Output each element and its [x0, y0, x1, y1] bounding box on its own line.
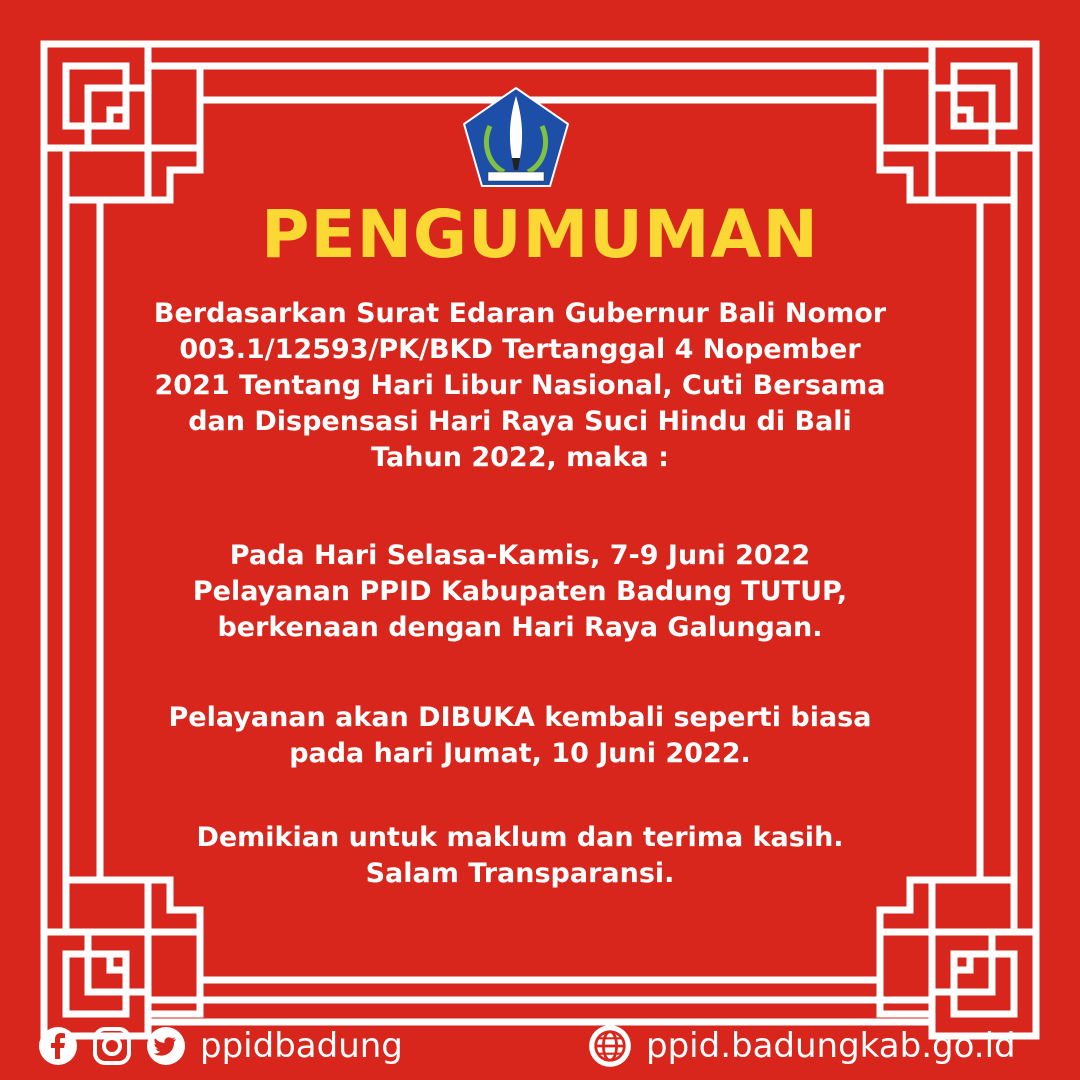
instagram-icon[interactable] — [92, 1026, 132, 1066]
text-line: Tahun 2022, maka : — [371, 442, 669, 473]
paragraph-circular-reference — [100, 296, 940, 476]
text-line: Salam Transparansi. — [365, 858, 675, 889]
text-line: 2021 Tentang Hari Libur Nasional, Cuti Bersama — [154, 370, 886, 401]
social-footer — [38, 1020, 403, 1072]
text-line: Pelayanan PPID Kabupaten Badung TUTUP, — [192, 576, 848, 607]
text-line: dan Dispensasi Hari Raya Suci Hindu di Bali — [188, 406, 852, 437]
paragraph-closing — [100, 820, 940, 892]
badung-regency-emblem — [460, 86, 572, 190]
website-url[interactable]: ppid.badungkab.go.id — [646, 1026, 1016, 1066]
paragraph-closure-notice — [100, 538, 940, 646]
website-footer — [588, 1020, 1016, 1072]
paragraph-reopen-notice — [100, 700, 940, 772]
text-line: Pelayanan akan DIBUKA kembali seperti biasa — [168, 702, 872, 733]
twitter-icon[interactable] — [146, 1026, 186, 1066]
text-line: Pada Hari Selasa-Kamis, 7-9 Juni 2022 — [229, 540, 811, 571]
social-handle[interactable]: ppidbadung — [200, 1026, 403, 1066]
text-line: pada hari Jumat, 10 Juni 2022. — [289, 738, 751, 769]
text-line: Berdasarkan Surat Edaran Gubernur Bali Nomor — [153, 298, 887, 329]
globe-icon[interactable] — [588, 1024, 632, 1068]
announcement-title: PENGUMUMAN — [261, 196, 819, 273]
text-line: berkenaan dengan Hari Raya Galungan. — [217, 612, 823, 643]
text-line: Demikian untuk maklum dan terima kasih. — [196, 822, 844, 853]
facebook-icon[interactable] — [38, 1026, 78, 1066]
text-line: 003.1/12593/PK/BKD Tertanggal 4 Nopember — [179, 334, 861, 365]
